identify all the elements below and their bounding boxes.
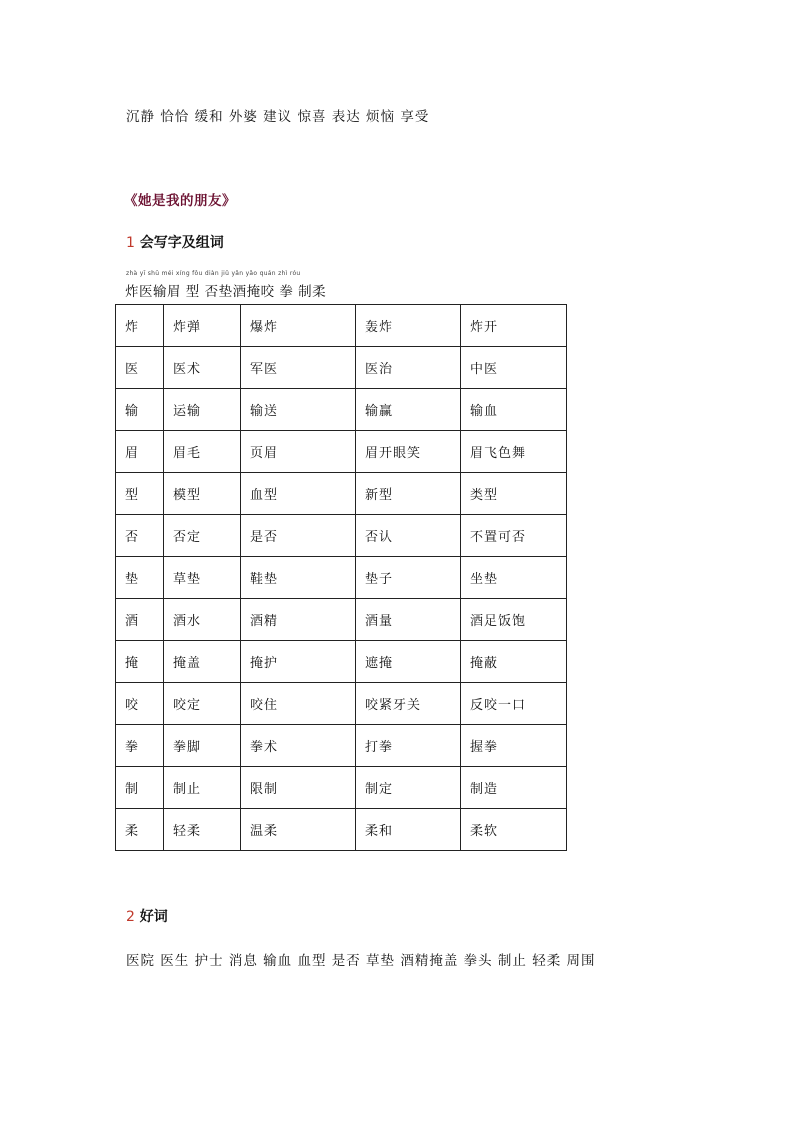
vocabulary-line: 沉静 恰恰 缓和 外婆 建议 惊喜 表达 烦恼 享受 (126, 109, 430, 125)
table-row (116, 347, 567, 389)
table-row (116, 473, 567, 515)
table-cell-character: 酒 (116, 599, 164, 641)
table-cell-word: 掩盖 (164, 641, 241, 683)
table-cell-word: 遮掩 (356, 641, 461, 683)
table-cell-character: 柔 (116, 809, 164, 851)
table-row (116, 557, 567, 599)
table-cell-word: 轻柔 (164, 809, 241, 851)
table-cell-character: 炸 (116, 305, 164, 347)
table-cell-character: 否 (116, 515, 164, 557)
table-cell-word: 医治 (356, 347, 461, 389)
table-cell-word: 限制 (241, 767, 356, 809)
table-cell-character: 输 (116, 389, 164, 431)
table-cell-word: 类型 (461, 473, 567, 515)
table-cell-character: 制 (116, 767, 164, 809)
table-cell-word: 酒精 (241, 599, 356, 641)
table-cell-word: 轰炸 (356, 305, 461, 347)
table-cell-word: 模型 (164, 473, 241, 515)
table-row (116, 599, 567, 641)
table-cell-word: 爆炸 (241, 305, 356, 347)
table-row (116, 431, 567, 473)
table-cell-word: 不置可否 (461, 515, 567, 557)
table-row (116, 683, 567, 725)
table-row (116, 725, 567, 767)
table-cell-word: 草垫 (164, 557, 241, 599)
table-row (116, 809, 567, 851)
table-cell-word: 柔软 (461, 809, 567, 851)
table-cell-word: 掩蔽 (461, 641, 567, 683)
section-heading-good-words (126, 906, 168, 926)
table-cell-word: 是否 (241, 515, 356, 557)
table-cell-word: 炸开 (461, 305, 567, 347)
table-cell-character: 咬 (116, 683, 164, 725)
word-table (115, 304, 567, 851)
table-row (116, 641, 567, 683)
table-cell-word: 眉飞色舞 (461, 431, 567, 473)
table-cell-word: 军医 (241, 347, 356, 389)
pinyin-line: zhà yī shū méi xíng fǒu diàn jiǔ yǎn yǎo quán zhì róu (126, 270, 301, 277)
table-cell-word: 眉开眼笑 (356, 431, 461, 473)
characters-line: 炸医输眉 型 否垫酒掩咬 拳 制柔 (125, 284, 327, 300)
table-cell-word: 握拳 (461, 725, 567, 767)
table-cell-word: 否定 (164, 515, 241, 557)
table-cell-word: 咬定 (164, 683, 241, 725)
section-heading-write-characters (126, 232, 224, 252)
table-cell-word: 中医 (461, 347, 567, 389)
table-cell-word: 制造 (461, 767, 567, 809)
table-cell-word: 血型 (241, 473, 356, 515)
table-cell-word: 制定 (356, 767, 461, 809)
table-cell-word: 医术 (164, 347, 241, 389)
section-label: 好词 (134, 909, 168, 925)
table-cell-word: 坐垫 (461, 557, 567, 599)
table-cell-word: 拳术 (241, 725, 356, 767)
table-row (116, 389, 567, 431)
section-label: 会写字及组词 (134, 235, 224, 251)
table-cell-word: 输赢 (356, 389, 461, 431)
table-cell-character: 拳 (116, 725, 164, 767)
lesson-title: 《她是我的朋友》 (124, 193, 236, 209)
table-cell-word: 酒量 (356, 599, 461, 641)
good-words-line: 医院 医生 护士 消息 输血 血型 是否 草垫 酒精掩盖 拳头 制止 轻柔 周围 (126, 953, 596, 969)
section-number: 1 (126, 235, 135, 251)
table-cell-word: 拳脚 (164, 725, 241, 767)
table-cell-character: 掩 (116, 641, 164, 683)
table-cell-character: 垫 (116, 557, 164, 599)
table-cell-word: 运输 (164, 389, 241, 431)
table-cell-word: 否认 (356, 515, 461, 557)
table-cell-word: 垫子 (356, 557, 461, 599)
table-cell-character: 眉 (116, 431, 164, 473)
table-cell-word: 输血 (461, 389, 567, 431)
table-cell-word: 反咬一口 (461, 683, 567, 725)
table-cell-word: 掩护 (241, 641, 356, 683)
table-cell-word: 咬住 (241, 683, 356, 725)
table-cell-word: 页眉 (241, 431, 356, 473)
table-cell-word: 咬紧牙关 (356, 683, 461, 725)
table-cell-word: 制止 (164, 767, 241, 809)
table-cell-word: 输送 (241, 389, 356, 431)
table-cell-word: 柔和 (356, 809, 461, 851)
table-cell-word: 酒水 (164, 599, 241, 641)
table-row (116, 767, 567, 809)
section-number: 2 (126, 909, 135, 925)
table-cell-word: 眉毛 (164, 431, 241, 473)
table-cell-word: 温柔 (241, 809, 356, 851)
table-cell-word: 新型 (356, 473, 461, 515)
table-cell-character: 医 (116, 347, 164, 389)
table-cell-word: 炸弹 (164, 305, 241, 347)
table-cell-word: 打拳 (356, 725, 461, 767)
table-cell-character: 型 (116, 473, 164, 515)
table-row (116, 515, 567, 557)
table-row (116, 305, 567, 347)
table-cell-word: 鞋垫 (241, 557, 356, 599)
table-cell-word: 酒足饭饱 (461, 599, 567, 641)
